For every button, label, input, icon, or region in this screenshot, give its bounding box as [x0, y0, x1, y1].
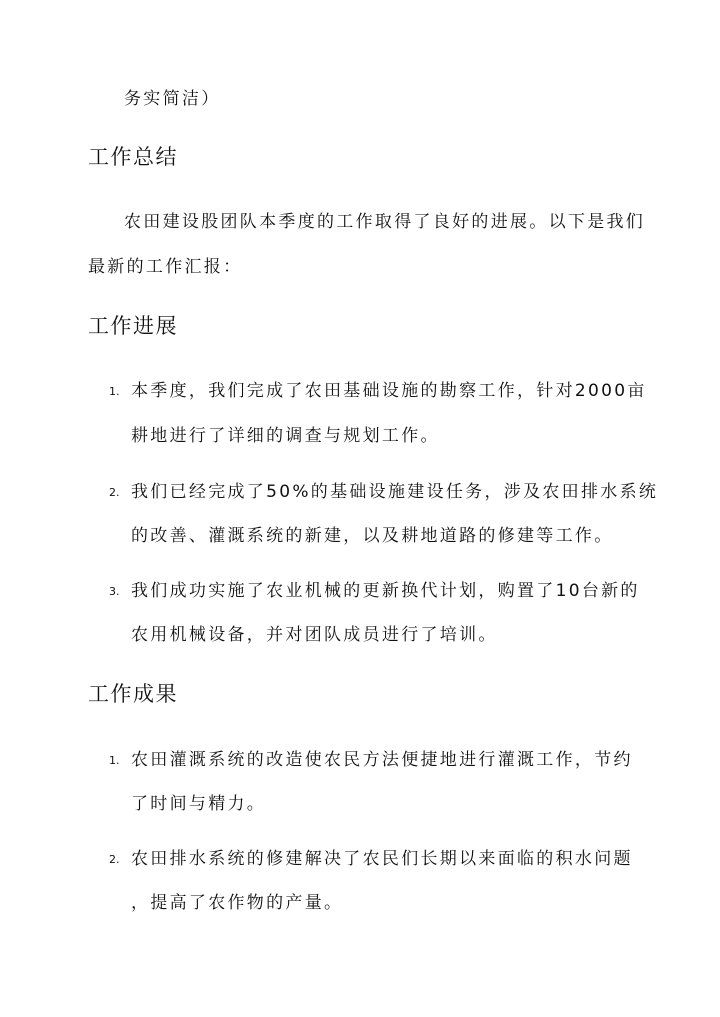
list-item-line: 本季度，我们完成了农田基础设施的勘察工作，针对2000亩 — [131, 381, 647, 401]
list-item-line: 农田排水系统的修建解决了农民们长期以来面临的积水问题 — [131, 849, 633, 869]
summary-paragraph-line-2: 最新的工作汇报： — [88, 257, 243, 277]
list-item-line: 农田灌溉系统的改造使农民方法便捷地进行灌溉工作，节约 — [131, 750, 633, 770]
list-item-line: 耕地进行了详细的调查与规划工作。 — [131, 426, 440, 446]
section-heading-summary: 工作总结 — [88, 145, 178, 169]
list-item-line: 我们已经完成了50%的基础设施建设任务，涉及农田排水系统 — [131, 482, 659, 502]
list-item-line: 了时间与精力。 — [131, 794, 267, 814]
list-number: 3. — [109, 585, 120, 598]
intro-tail-text: 务实简洁） — [124, 89, 221, 109]
list-item-line: 的改善、灌溉系统的新建，以及耕地道路的修建等工作。 — [131, 526, 614, 546]
list-number: 2. — [109, 853, 120, 866]
list-number: 1. — [109, 754, 120, 767]
list-number: 2. — [109, 486, 120, 499]
list-item-line: 我们成功实施了农业机械的更新换代计划，购置了10台新的 — [131, 581, 640, 601]
list-item-line: ，提高了农作物的产量。 — [131, 893, 344, 913]
summary-paragraph-line-1: 农田建设股团队本季度的工作取得了良好的进展。以下是我们 — [124, 212, 646, 232]
list-number: 1. — [109, 385, 120, 398]
section-heading-results: 工作成果 — [88, 682, 178, 706]
section-heading-progress: 工作进展 — [88, 314, 178, 338]
list-item-line: 农用机械设备，并对团队成员进行了培训。 — [131, 625, 498, 645]
